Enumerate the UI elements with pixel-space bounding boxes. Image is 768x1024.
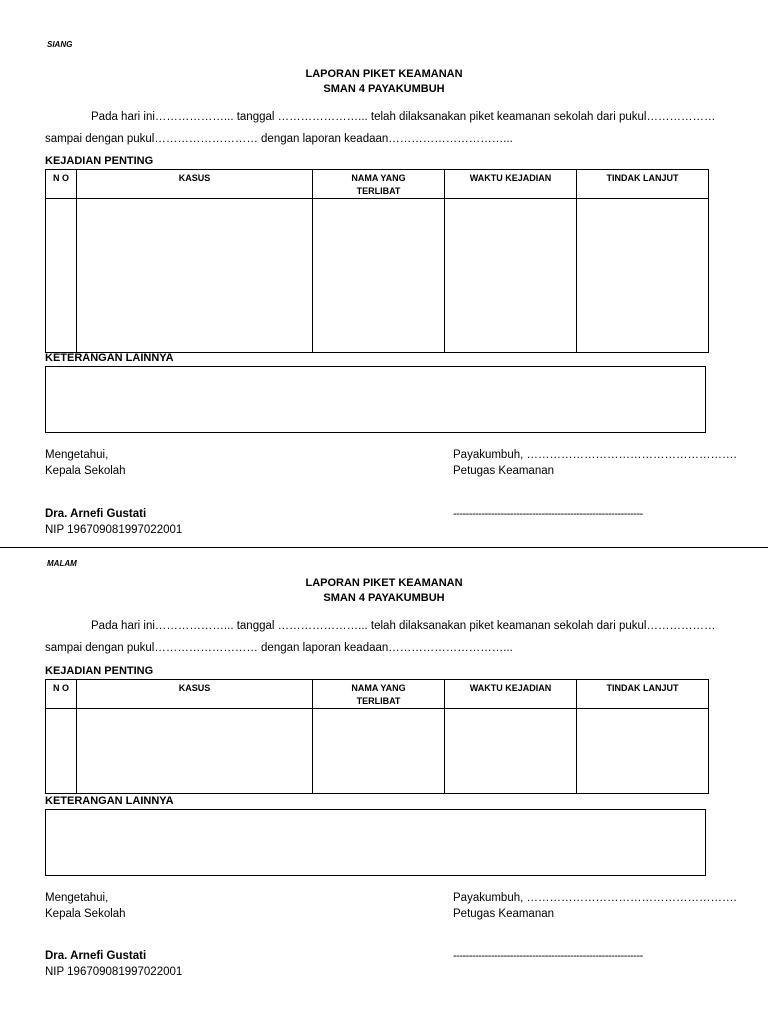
col-header-kasus: KASUS [77, 680, 313, 709]
col-header-waktu: WAKTU KEJADIAN [445, 680, 577, 709]
col-header-no: N O [46, 680, 77, 709]
report-intro-line1: Pada hari ini………………... tanggal …………………... telah dilaksanakan piket keamanan sekolah dari pukul……………… [91, 620, 716, 632]
signer-nip: NIP 196709081997022001 [45, 966, 183, 978]
cell-no[interactable] [46, 709, 77, 794]
report-intro-line2: sampai dengan pukul……………………… dengan laporan keadaan…………………………... [45, 133, 513, 145]
keterangan-heading: KETERANGAN LAINNYA [45, 352, 174, 364]
report-intro-line2: sampai dengan pukul……………………… dengan laporan keadaan…………………………... [45, 642, 513, 654]
petugas-signature-line: ------------------------------------------------------------ [453, 508, 643, 520]
petugas-signature-line: ------------------------------------------------------------ [453, 950, 643, 962]
keterangan-heading: KETERANGAN LAINNYA [45, 795, 174, 807]
col-header-waktu: WAKTU KEJADIAN [445, 170, 577, 199]
col-header-tindak: TINDAK LANJUT [577, 170, 709, 199]
cell-nama[interactable] [313, 709, 445, 794]
col-header-no: N O [46, 170, 77, 199]
cell-kasus[interactable] [77, 709, 313, 794]
report-title: LAPORAN PIKET KEAMANAN [305, 68, 463, 80]
petugas-label: Petugas Keamanan [453, 908, 555, 920]
col-header-nama: NAMA YANG TERLIBAT [313, 170, 445, 199]
shift-label-malam: MALAM [47, 559, 77, 568]
col-header-nama: NAMA YANG TERLIBAT [313, 680, 445, 709]
kejadian-heading: KEJADIAN PENTING [45, 155, 154, 167]
school-name: SMAN 4 PAYAKUMBUH [323, 592, 445, 604]
signer-name: Dra. Arnefi Gustati [45, 508, 147, 520]
col-header-tindak: TINDAK LANJUT [577, 680, 709, 709]
petugas-label: Petugas Keamanan [453, 465, 555, 477]
report-intro-line1: Pada hari ini………………... tanggal …………………... telah dilaksanakan piket keamanan sekolah dari pukul……………… [91, 111, 716, 123]
kejadian-heading: KEJADIAN PENTING [45, 665, 154, 677]
cell-waktu[interactable] [445, 709, 577, 794]
signer-nip: NIP 196709081997022001 [45, 524, 183, 536]
incident-table [45, 679, 709, 794]
place-date-line: Payakumbuh, ………………………………………………. [453, 449, 737, 461]
col-header-kasus: KASUS [77, 170, 313, 199]
kepala-sekolah-label: Kepala Sekolah [45, 465, 126, 477]
keterangan-box[interactable] [45, 809, 706, 876]
place-date-line: Payakumbuh, ………………………………………………. [453, 892, 737, 904]
kepala-sekolah-label: Kepala Sekolah [45, 908, 126, 920]
school-name: SMAN 4 PAYAKUMBUH [323, 83, 445, 95]
report-title: LAPORAN PIKET KEAMANAN [305, 577, 463, 589]
shift-label-siang: SIANG [47, 40, 73, 49]
mengetahui-label: Mengetahui, [45, 892, 109, 904]
signer-name: Dra. Arnefi Gustati [45, 950, 147, 962]
signer-block [45, 948, 182, 980]
cell-tindak[interactable] [577, 709, 709, 794]
left-signature-block [45, 890, 126, 922]
right-signature-block [453, 890, 737, 922]
table-row [46, 709, 709, 794]
mengetahui-label: Mengetahui, [45, 449, 109, 461]
